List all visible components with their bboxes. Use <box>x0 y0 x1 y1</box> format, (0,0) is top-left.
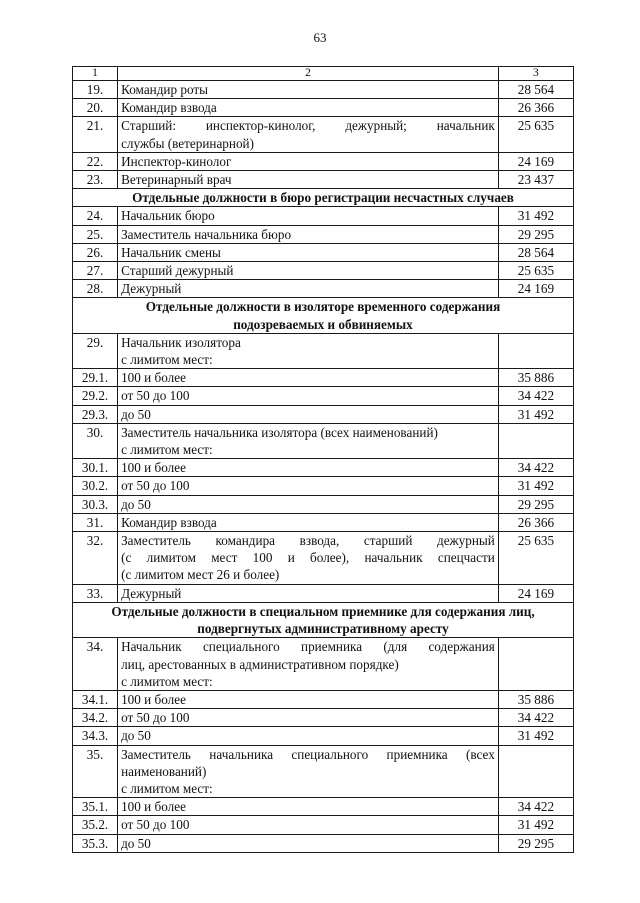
salary-value: 25 635 <box>498 532 573 585</box>
salary-value: 29 295 <box>498 495 573 513</box>
table-row <box>73 727 574 745</box>
salary-value: 31 492 <box>498 405 573 423</box>
page-number: 63 <box>313 30 327 45</box>
salary-value: 23 437 <box>498 171 573 189</box>
position-title <box>118 798 499 816</box>
position-title <box>118 262 499 280</box>
salary-value: 34 422 <box>498 798 573 816</box>
position-title <box>118 243 499 261</box>
table-row <box>73 459 574 477</box>
salary-value: 26 366 <box>498 99 573 117</box>
position-title-line: Начальник смены <box>121 244 221 260</box>
row-number: 29.3. <box>73 405 118 423</box>
position-title-line: Начальник изолятора <box>121 334 241 350</box>
position-title-line: Командир роты <box>121 82 209 97</box>
position-title-line: от 50 до 100 <box>121 817 190 833</box>
row-number: 30.1. <box>73 459 118 477</box>
position-title <box>118 709 499 727</box>
table-row <box>73 638 574 691</box>
section-title-line: Отдельные должности в специальном приемнике для содержания лиц, <box>111 603 535 619</box>
position-title <box>118 369 499 387</box>
salary-value: 29 295 <box>498 834 573 852</box>
section-title-line: Отдельные должности в изоляторе временного содержания <box>145 299 501 315</box>
position-title-line: Ветеринарный врач <box>121 172 232 188</box>
position-title <box>118 477 499 495</box>
table-row <box>73 81 574 99</box>
position-title-line: Заместитель начальника изолятора (всех наименований) <box>121 424 438 440</box>
position-title-line: до 50 <box>121 728 151 744</box>
salary-value <box>498 745 573 798</box>
row-number: 26. <box>73 243 118 261</box>
position-title-line: с лимитом мест: <box>121 352 213 368</box>
position-title <box>118 816 499 834</box>
table-row <box>73 207 574 225</box>
position-title-line: с лимитом мест: <box>121 442 213 458</box>
row-number: 31. <box>73 513 118 531</box>
row-number: 22. <box>73 152 118 170</box>
position-title-line: Старший: инспектор-кинолог, дежурный; начальник <box>121 118 495 134</box>
row-number: 35.1. <box>73 798 118 816</box>
section-title-line: подвергнутых административному аресту <box>197 621 449 637</box>
position-title-line: 100 и более <box>121 691 186 707</box>
table-row <box>73 423 574 458</box>
table-row <box>73 798 574 816</box>
salary-value: 35 886 <box>498 690 573 708</box>
salary-value: 35 886 <box>498 369 573 387</box>
section-header-row <box>73 189 574 207</box>
salary-value: 28 564 <box>498 243 573 261</box>
position-title <box>118 171 499 189</box>
position-title <box>118 745 499 798</box>
salary-value: 34 422 <box>498 387 573 405</box>
position-title <box>118 834 499 852</box>
position-title <box>118 152 499 170</box>
table-row <box>73 690 574 708</box>
position-title <box>118 423 499 458</box>
salary-value: 31 492 <box>498 477 573 495</box>
table-row <box>73 225 574 243</box>
column-header-1: 1 <box>73 67 118 81</box>
row-number: 34.2. <box>73 709 118 727</box>
row-number: 23. <box>73 171 118 189</box>
position-title-line: до 50 <box>121 496 151 512</box>
position-title <box>118 532 499 585</box>
row-number: 29.1. <box>73 369 118 387</box>
section-title-line: подозреваемых и обвиняемых <box>233 316 413 332</box>
table-row <box>73 477 574 495</box>
row-number: 29.2. <box>73 387 118 405</box>
salary-value <box>498 638 573 691</box>
position-title <box>118 584 499 602</box>
position-title <box>118 117 499 152</box>
row-number: 28. <box>73 280 118 298</box>
table-row <box>73 99 574 117</box>
position-title-line: Дежурный <box>121 585 182 601</box>
table-row <box>73 405 574 423</box>
position-title-line: Дежурный <box>121 281 182 297</box>
row-number: 35.2. <box>73 816 118 834</box>
salary-value: 25 635 <box>498 262 573 280</box>
position-title-line: Заместитель начальника специального приемника (всех <box>121 746 495 762</box>
table-row <box>73 333 574 368</box>
position-title-line: службы (ветеринарной) <box>121 135 255 151</box>
section-header-row <box>73 602 574 637</box>
row-number: 33. <box>73 584 118 602</box>
salary-value: 29 295 <box>498 225 573 243</box>
row-number: 30.2. <box>73 477 118 495</box>
section-header-row <box>73 298 574 333</box>
salary-value <box>498 333 573 368</box>
row-number: 19. <box>73 81 118 99</box>
column-header-3: 3 <box>498 67 573 81</box>
position-title-line: Начальник бюро <box>121 208 215 224</box>
table-row <box>73 280 574 298</box>
position-title <box>118 495 499 513</box>
salary-value: 34 422 <box>498 459 573 477</box>
row-number: 34.3. <box>73 727 118 745</box>
position-title-line: Старший дежурный <box>121 263 234 279</box>
position-title-line: Начальник специального приемника (для содержания <box>121 639 495 655</box>
salary-value: 34 422 <box>498 709 573 727</box>
row-number: 20. <box>73 99 118 117</box>
salary-value: 25 635 <box>498 117 573 152</box>
position-title-line: Командир взвода <box>121 100 217 116</box>
salary-table <box>72 66 574 853</box>
section-title-line: Отдельные должности в бюро регистрации несчастных случаев <box>132 190 514 206</box>
position-title <box>118 225 499 243</box>
position-title <box>118 513 499 531</box>
row-number: 29. <box>73 333 118 368</box>
salary-value: 31 492 <box>498 727 573 745</box>
position-title <box>118 459 499 477</box>
row-number: 34.1. <box>73 690 118 708</box>
salary-value: 26 366 <box>498 513 573 531</box>
table-row <box>73 816 574 834</box>
column-header-row <box>73 67 574 81</box>
position-title <box>118 727 499 745</box>
position-title <box>118 333 499 368</box>
position-title-line: 100 и более <box>121 460 186 476</box>
position-title-line: лиц, арестованных в административном порядке) <box>121 656 399 672</box>
salary-table-body <box>73 67 574 853</box>
row-number: 21. <box>73 117 118 152</box>
position-title-line: с лимитом мест: <box>121 673 213 689</box>
table-row <box>73 709 574 727</box>
position-title-line: до 50 <box>121 835 151 851</box>
salary-value: 31 492 <box>498 816 573 834</box>
salary-value: 24 169 <box>498 152 573 170</box>
position-title <box>118 638 499 691</box>
section-title <box>73 602 574 637</box>
section-title <box>73 189 574 207</box>
table-row <box>73 243 574 261</box>
position-title <box>118 387 499 405</box>
row-number: 35.3. <box>73 834 118 852</box>
row-number: 34. <box>73 638 118 691</box>
salary-value: 24 169 <box>498 280 573 298</box>
position-title-line: (с лимитом мест 100 и более), начальник спецчасти <box>121 550 495 566</box>
position-title <box>118 207 499 225</box>
section-title <box>73 298 574 333</box>
table-row <box>73 584 574 602</box>
position-title-line: Заместитель начальника бюро <box>121 226 292 242</box>
row-number: 27. <box>73 262 118 280</box>
table-row <box>73 495 574 513</box>
position-title-line: наименований) <box>121 763 207 779</box>
row-number: 35. <box>73 745 118 798</box>
position-title <box>118 99 499 117</box>
table-row <box>73 513 574 531</box>
row-number: 25. <box>73 225 118 243</box>
table-row <box>73 532 574 585</box>
salary-value: 28 564 <box>498 81 573 99</box>
position-title-line: от 50 до 100 <box>121 388 190 404</box>
position-title-line: 100 и более <box>121 370 186 386</box>
salary-value: 31 492 <box>498 207 573 225</box>
position-title-line: от 50 до 100 <box>121 710 190 726</box>
position-title <box>118 690 499 708</box>
position-title <box>118 280 499 298</box>
table-row <box>73 369 574 387</box>
position-title-line: Инспектор-кинолог <box>121 153 232 169</box>
table-row <box>73 387 574 405</box>
table-row <box>73 834 574 852</box>
table-row <box>73 152 574 170</box>
position-title-line: Заместитель командира взвода, старший дежурный <box>121 533 495 549</box>
row-number: 30.3. <box>73 495 118 513</box>
position-title <box>118 81 499 99</box>
position-title-line: от 50 до 100 <box>121 478 190 494</box>
position-title-line: Командир взвода <box>121 514 217 530</box>
salary-value: 24 169 <box>498 584 573 602</box>
salary-value <box>498 423 573 458</box>
row-number: 24. <box>73 207 118 225</box>
position-title-line: с лимитом мест: <box>121 780 213 796</box>
table-row <box>73 171 574 189</box>
position-title <box>118 405 499 423</box>
position-title-line: 100 и более <box>121 799 186 815</box>
table-row <box>73 117 574 152</box>
position-title-line: до 50 <box>121 406 151 422</box>
position-title-line: (с лимитом мест 26 и более) <box>121 567 280 583</box>
row-number: 30. <box>73 423 118 458</box>
column-header-2: 2 <box>118 67 499 81</box>
row-number: 32. <box>73 532 118 585</box>
table-row <box>73 745 574 798</box>
table-row <box>73 262 574 280</box>
